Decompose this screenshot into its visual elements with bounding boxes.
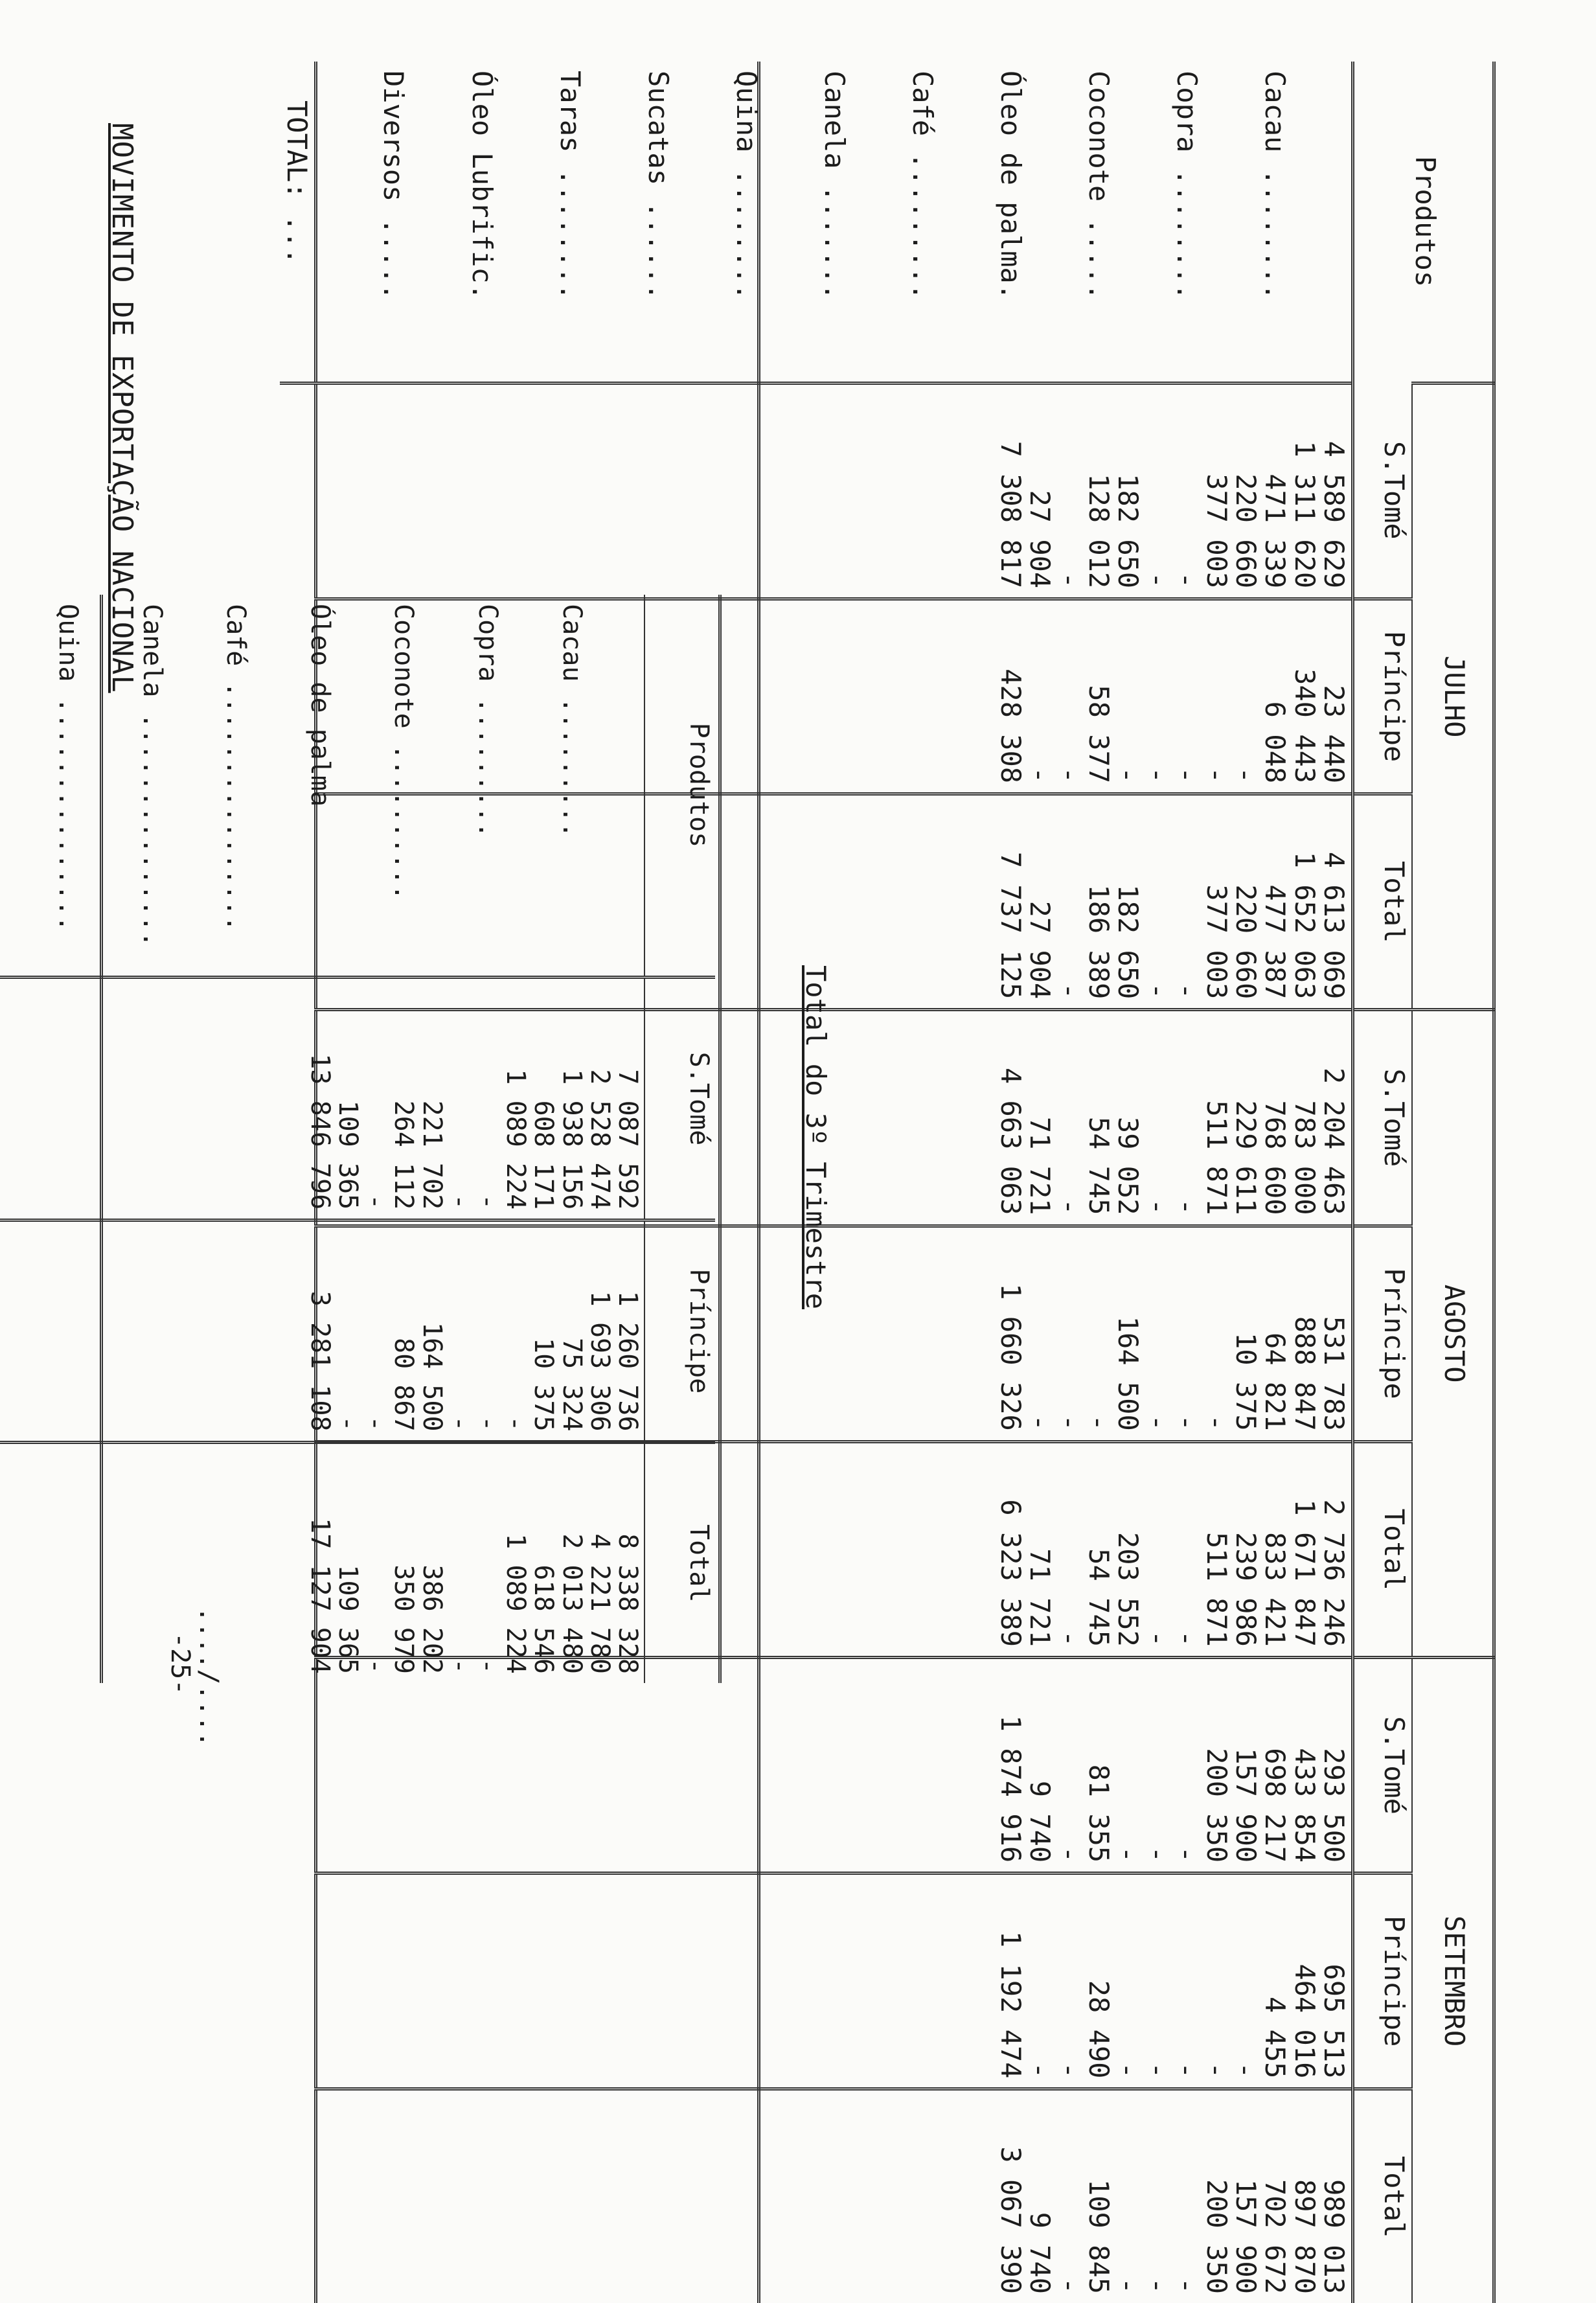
page-number: -25- [166, 1607, 194, 1747]
setembro-principe-header: Príncipe [1353, 1873, 1413, 2089]
quarter-s-tome-values: 7 087 592 2 528 474 1 938 156 608 171 1 089 224 - - 221 702 264 112 - 109 365 13 846 796 [0, 977, 644, 1220]
agosto-s-tome-header: S.Tomé [1353, 1010, 1413, 1226]
product-oleo-lubrific: Óleo Lubrific. [467, 71, 496, 372]
product-quina: Quina ........ [731, 71, 760, 372]
quarter-product-oleo-de-palma: Óleo de palma [306, 604, 334, 967]
setembro-s-tome-header: S.Tomé [1353, 1657, 1413, 1873]
julho-principe-header: Príncipe [1353, 599, 1413, 794]
quarter-produtos-header: Produtos [644, 595, 715, 977]
quarter-products-column [0, 595, 644, 977]
produtos-header: Produtos [1353, 62, 1496, 384]
product-copra: Copra ........ [1172, 71, 1202, 372]
month-header-agosto: AGOSTO [1412, 1010, 1496, 1658]
continuation-mark: ..../.... [194, 1607, 223, 1747]
total-label: TOTAL: ... [280, 62, 316, 384]
product-sucatas: Sucatas ...... [643, 71, 672, 372]
month-header-setembro: SETEMBRO [1412, 1657, 1496, 2303]
quarter-principe-values: 1 260 736 1 693 306 75 324 10 375 - - - 164 500 80 867 - - 3 281 108 [0, 1220, 644, 1442]
quarter-total-values: 8 338 328 4 221 780 2 013 480 618 546 1 089 224 - - 386 202 350 979 - 109 365 17 127 904 [0, 1442, 644, 1683]
products-column [316, 62, 1353, 384]
agosto-total-header: Total [1353, 1441, 1413, 1657]
setembro-principe-values: 695 513 464 016 4 455 - - - - - 28 490 - - 1 192 474 [316, 1873, 1353, 2089]
quarter-table [0, 595, 715, 1683]
page-title: MOVIMENTO DE EXPORTAÇÃO NACIONAL [106, 123, 139, 693]
product-canela: Canela ....... [820, 71, 849, 372]
quarter-product-cacau: Cacau ......... [557, 604, 585, 967]
quarter-product-cafe: Café ................ [222, 604, 249, 967]
product-cacau: Cacau ........ [1260, 71, 1290, 372]
julho-total-values: 4 613 069 1 652 063 477 387 220 660 377 003 - - 182 650 186 389 - 27 904 7 737 125 [316, 794, 1353, 1010]
product-taras: Taras ........ [555, 71, 584, 372]
agosto-principe-values: 531 783 888 847 64 821 10 375 - - - 164 500 - - - 1 660 326 [316, 1226, 1353, 1441]
quarter-s-tome-header: S.Tomé [644, 977, 715, 1220]
quarter-total-header: Total [644, 1442, 715, 1683]
product-oleo-de-palma: Óleo de palma. [996, 71, 1025, 372]
quarter-principe-header: Príncipe [644, 1220, 715, 1442]
product-coconote: Coconote ..... [1084, 71, 1113, 372]
julho-s-tome-values: 4 589 629 1 311 620 471 339 220 660 377 003 - - 182 650 128 012 - 27 904 7 308 817 [316, 384, 1353, 599]
month-header-julho: JULHO [1412, 384, 1496, 1010]
quarter-product-coconote: Coconote .......... [389, 604, 417, 967]
setembro-total-header: Total [1353, 2089, 1413, 2303]
agosto-principe-header: Príncipe [1353, 1226, 1413, 1441]
agosto-s-tome-values: 2 204 463 783 000 768 600 229 611 511 871 - - 39 052 54 745 - 71 721 4 663 063 [316, 1010, 1353, 1226]
julho-total-header: Total [1353, 794, 1413, 1010]
table-row [0, 595, 644, 1683]
quarter-title: Total do 3º Trimestre [800, 965, 832, 1309]
quarter-product-quina: Quina ............... [54, 604, 82, 967]
product-cafe: Café ......... [908, 71, 937, 372]
julho-s-tome-header: S.Tomé [1353, 384, 1413, 599]
agosto-total-values: 2 736 246 1 671 847 833 421 239 986 511 871 - - 203 552 54 745 - 71 721 6 323 389 [316, 1441, 1353, 1657]
julho-principe-values: 23 440 340 443 6 048 - - - - - 58 377 - - 428 308 [316, 599, 1353, 794]
product-diversos: Diversos ..... [379, 71, 408, 372]
setembro-s-tome-values: 293 500 433 854 698 217 157 900 200 350 - - - 81 355 - 9 740 1 874 916 [316, 1657, 1353, 1873]
quarter-product-copra: Copra ......... [473, 604, 501, 967]
page-number-block [166, 1607, 223, 1747]
setembro-total-values: 989 013 897 870 702 672 157 900 200 350 - - - 109 845 - 9 740 3 067 390 [316, 2089, 1353, 2303]
quarter-product-canela: Canela ............... [138, 604, 166, 967]
